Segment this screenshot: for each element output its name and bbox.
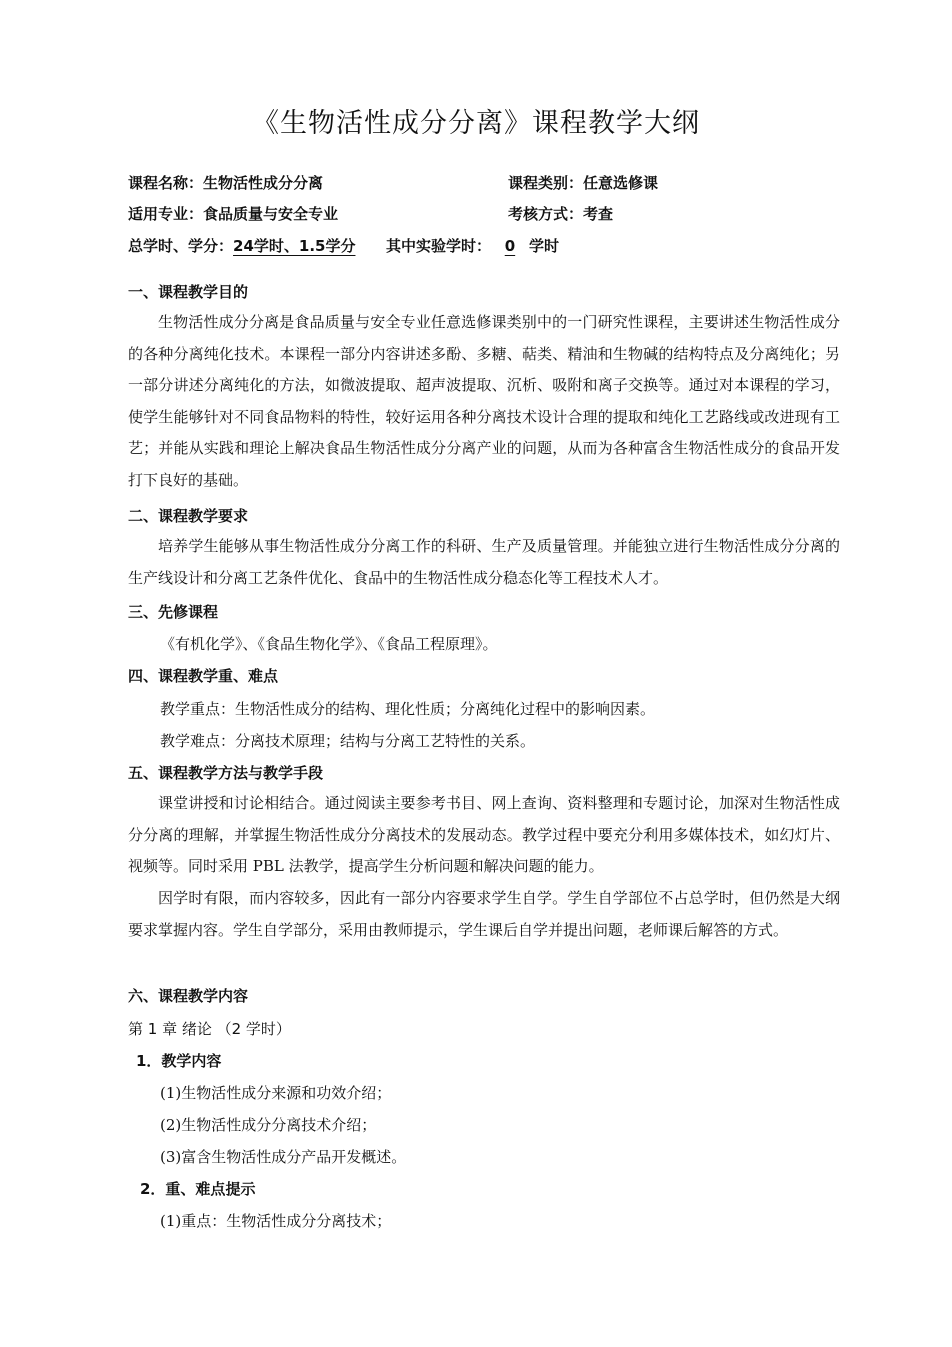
section-4-heading: 四、课程教学重、难点	[128, 667, 279, 685]
chapter-1-subheading-key-points: 2．重、难点提示	[140, 1180, 256, 1198]
section-5-paragraph-2: 因学时有限，而内容较多，因此有一部分内容要求学生自学。学生自学部位不占总学时，但仍然是大纲要求掌握内容。学生自学部分，采用由教师提示，学生课后自学并提出问题，老师课后解答的方式。	[128, 889, 840, 939]
teaching-difficult-points: 教学难点：分离技术原理；结构与分离工艺特性的关系。	[160, 732, 536, 750]
course-name: 课程名称：生物活性成分分离	[128, 174, 324, 192]
chapter-1-item-3: (3)富含生物活性成分产品开发概述。	[160, 1148, 407, 1166]
meta-row-2	[128, 203, 848, 225]
chapter-1-item-2: (2)生物活性成分分离技术介绍；	[160, 1116, 377, 1134]
section-5-paragraph-1: 课堂讲授和讨论相结合。通过阅读主要参考书目、网上查询、资料整理和专题讨论，加深对生物活性成分分离的理解，并掌握生物活性成分分离技术的发展动态。教学过程中要充分利用多媒体技术，如幻灯片、视频等。同时采用 PBL 法教学，提高学生分析问题和解决问题的能力。	[128, 794, 840, 876]
chapter-1-item-1: (1)生物活性成分来源和功效介绍；	[160, 1084, 392, 1102]
section-6-heading: 六、课程教学内容	[128, 987, 249, 1005]
chapter-1-key-point: (1)重点：生物活性成分分离技术；	[160, 1212, 392, 1230]
chapter-1-subheading-content: 1．教学内容	[136, 1052, 222, 1070]
section-5-heading: 五、课程教学方法与教学手段	[128, 764, 324, 782]
meta-row-3	[128, 235, 848, 257]
teaching-key-points: 教学重点：生物活性成分的结构、理化性质；分离纯化过程中的影响因素。	[160, 700, 656, 718]
meta-row-1	[128, 172, 848, 194]
section-2-paragraph: 培养学生能够从事生物活性成分分离工作的科研、生产及质量管理。并能独立进行生物活性成分分离的生产线设计和分离工艺条件优化、食品中的生物活性成分稳态化等工程技术人才。	[128, 537, 840, 587]
section-1-paragraph: 生物活性成分分离是食品质量与安全专业任意选修课类别中的一门研究性课程，主要讲述生物活性成分的各种分离纯化技术。本课程一部分内容讲述多酚、多糖、萜类、精油和生物碱的结构特点及分离纯化；另一部分讲述分离纯化的方法，如微波提取、超声波提取、沉析、吸附和离子交换等。通过对本课程的学习，使学生能够针对不同食品物料的特性，较好运用各种分离技术设计合理的提取和纯化工艺路线或改进现有工艺；并能从实践和理论上解决食品生物活性成分分离产业的问题，从而为各种富含生物活性成分的食品开发打下良好的基础。	[128, 313, 840, 489]
prerequisite-courses: 《有机化学》、《食品生物化学》、《食品工程原理》。	[160, 635, 498, 653]
section-1-heading: 一、课程教学目的	[128, 283, 249, 301]
applicable-major: 适用专业：食品质量与安全专业	[128, 205, 339, 223]
lab-hours-label: 其中实验学时：	[385, 237, 491, 255]
section-2-heading: 二、课程教学要求	[128, 507, 249, 525]
hours-label: 总学时、学分：	[128, 237, 234, 255]
chapter-1-heading: 第 1 章 绪论 （2 学时）	[128, 1020, 291, 1038]
section-3-heading: 三、先修课程	[128, 603, 219, 621]
lab-hours-value: 0	[504, 237, 516, 255]
assessment-method: 考核方式：考查	[508, 205, 614, 223]
hours-value: 24学时、1.5学分	[233, 237, 356, 255]
document-title: 《生物活性成分分离》课程教学大纲	[252, 108, 700, 139]
lab-hours-unit: 学时	[528, 237, 559, 255]
course-category: 课程类别：任意选修课	[508, 174, 659, 192]
